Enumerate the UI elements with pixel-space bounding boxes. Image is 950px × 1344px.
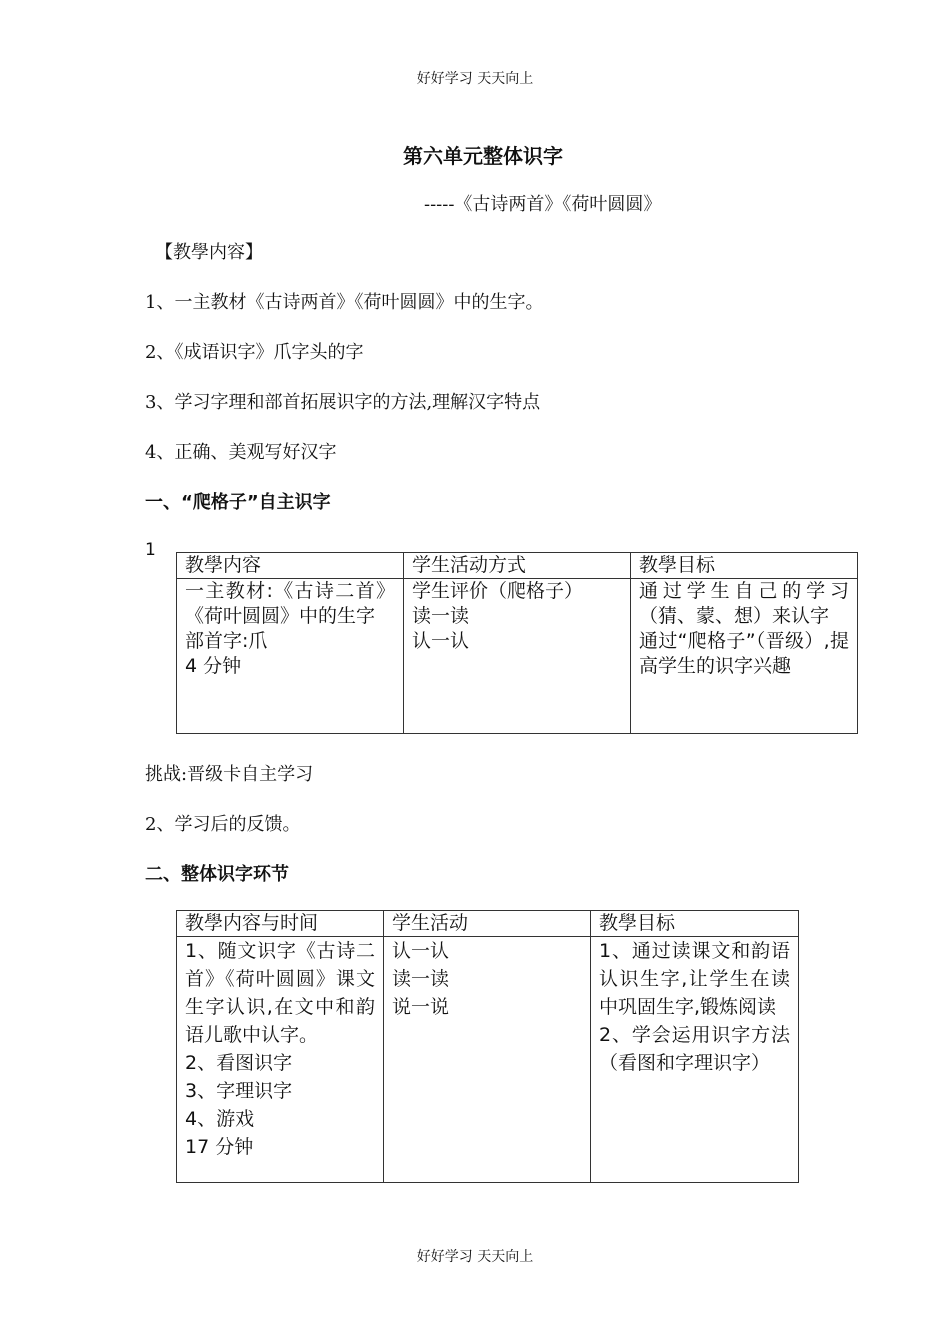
table2-content-line: 2、看图识字: [185, 1052, 293, 1074]
content-item-4: 4、正确、美观写好汉字: [145, 442, 337, 463]
table2-cell-goal: [591, 937, 799, 1183]
page-header: 好好学习 天天向上: [416, 71, 534, 87]
feedback-text: 2、学习后的反馈。: [145, 814, 301, 835]
table1-header-content: 教學内容: [177, 553, 404, 579]
table-2: [176, 910, 799, 1183]
table1-cell-goal: [631, 579, 858, 734]
table2-header-row: [177, 911, 799, 937]
table2-content-line: 1、随文识字《古诗二首》《荷叶圆圆》课文生字认识,在文中和韵语儿歌中认字。: [185, 940, 375, 1046]
table2-cell-content: [177, 937, 384, 1183]
table2-content-line: 3、字理识字: [185, 1080, 293, 1102]
page-footer: 好好学习 天天向上: [416, 1249, 534, 1265]
table1-content-line: 一主教材:《古诗二首》《荷叶圆圆》中的生字: [185, 580, 395, 627]
table2-goal-line: 1、通过读课文和韵语认识生字,让学生在读中巩固生字,锻炼阅读: [599, 940, 790, 1018]
table2-body-row: [177, 937, 799, 1183]
table1-activity-line: 认一认: [412, 630, 470, 652]
section-label: 【教學内容】: [155, 242, 263, 263]
table1-header-goal: 教學目标: [631, 553, 858, 579]
table1-header-row: [177, 553, 858, 579]
table1-body-row: [177, 579, 858, 734]
section1-heading: 一、“爬格子”自主识字: [145, 492, 331, 513]
table1-goal-line: 通过“爬格子”（晋级）,提高学生的识字兴趣: [639, 630, 849, 677]
table2-activity-line: 说一说: [392, 996, 450, 1018]
table1-activity-line: 读一读: [412, 605, 470, 627]
content-item-1: 1、一主教材《古诗两首》《荷叶圆圆》中的生字。: [145, 292, 544, 313]
section2-heading: 二、整体识字环节: [145, 864, 289, 885]
table2-header-content: 教學内容与时间: [177, 911, 384, 937]
content-item-2: 2、《成语识字》爪字头的字: [145, 342, 364, 363]
content-item-3: 3、学习字理和部首拓展识字的方法,理解汉字特点: [145, 392, 541, 413]
table2-cell-activity: [384, 937, 591, 1183]
table1-goal-line: 通过学生自己的学习（猜、蒙、想）来认字: [639, 580, 849, 627]
table2-content-line: 17 分钟: [185, 1136, 254, 1158]
table2-content-line: 4、游戏: [185, 1108, 255, 1130]
table2-activity-line: 认一认: [392, 940, 450, 962]
table1-cell-content: [177, 579, 404, 734]
table2-header-goal: 教學目标: [591, 911, 799, 937]
table1-activity-line: 学生评价（爬格子）: [412, 580, 584, 602]
table1-number: 1: [145, 540, 156, 560]
document-title: 第六单元整体识字: [403, 144, 563, 168]
table2-activity-line: 读一读: [392, 968, 450, 990]
table-1: [176, 552, 858, 734]
table1-cell-activity: [404, 579, 631, 734]
table1-content-line: 4 分钟: [185, 655, 242, 677]
table1-header-activity: 学生活动方式: [404, 553, 631, 579]
table2-goal-line: 2、学会运用识字方法（看图和字理识字）: [599, 1024, 790, 1074]
document-subtitle: -----《古诗两首》《荷叶圆圆》: [424, 194, 662, 215]
challenge-text: 挑战:晋级卡自主学习: [145, 764, 314, 785]
table1-content-line: 部首字:爪: [185, 630, 268, 652]
table2-header-activity: 学生活动: [384, 911, 591, 937]
